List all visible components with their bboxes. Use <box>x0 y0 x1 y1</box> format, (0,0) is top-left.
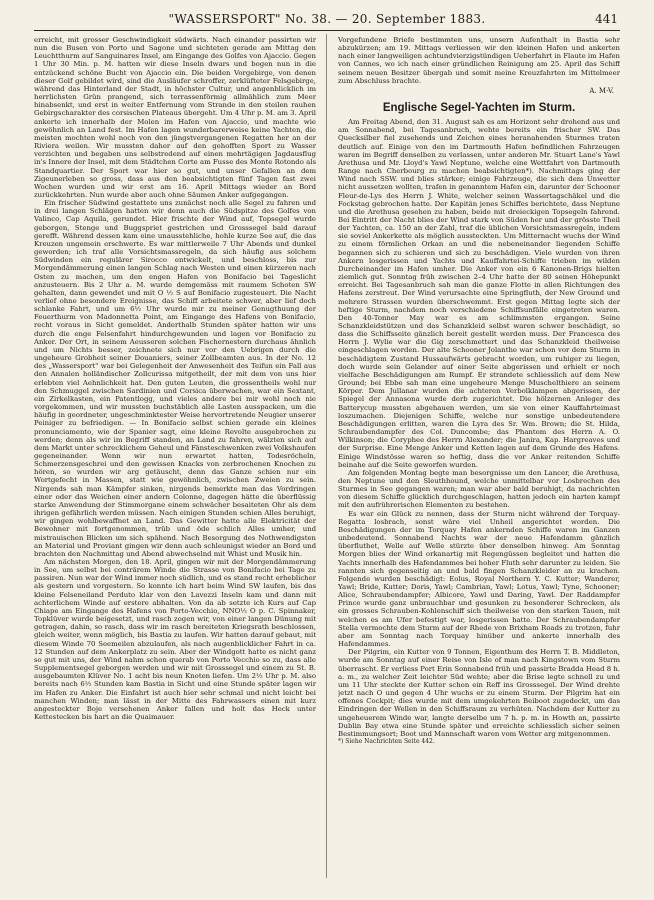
page-number: 441 <box>595 12 618 26</box>
column-divider <box>326 34 327 878</box>
paragraph: Es war ein Glück zu nennen, dass der Sturm nicht während der Torquay-Regatta losbrach, sonst wäre viel Unheil angerichtet worden. Die Beschädigungen der im Torquay Hafen ankernden Schiffe waren im Ganzen unbedeutend. Sonnabend Nachts war der neue Hafendamm gänzlich überfluthet, Welle auf Welle stürzte über denselben hinweg. Am Sonntag Morgen blies der Wind orkanartig mit Regengüssen begleitet und hatten die Yachts innerhalb des Hafendammes bei hoher Fluth sehr darunter zu leiden. Sie rannten sich gegenseitig an und bald fingen Schanzkleider an zu krachen. Folgende wurden beschädigt: Eolus, Royal Northern Y. C. Kutter; Wanderer, Yawl; Bride, Kutter; Doris, Yawl; Cambrian, Yawl; Lotus, Yawl; Tyne, Schooner; Alice, Schraubendampfer; Albicore, Yawl und Daring, Yawl. Der Raddampfer Prince wurde ganz unbrauchbar und gesunken zu besonderer Schrecken, als ein grosses Schrauben-Kohlenschiff sich theilweise von den starken Tauen, mit welchen es am Ufer befestigt war, losgerissen hatte. Der Schraubendampfer Stella vermochte dem Sturm auf der Rhede von Brixham Roads zu trotzen, fuhr aber am Sonntag nach Torquay hinüber und ankerte innerhalb des Hafendammes. <box>338 509 620 649</box>
paragraph: erreicht, mit grosser Geschwindigkeit südwärts. Nach einander passirten wir nun die Busen von Porto und Sagone und sichteten gerade am Mittag den Leuchtthurm auf Sanguinares Insel, am Eingange des Golfes von Ajaccio. Gegen 1 Uhr 30 Min. p. M. hatten wir diese Inseln dwars und bogen nun in die entzückend schöne Bucht von Ajaccio ein. Die beiden Vorgebirge, von denen dieser Golf gebildet wird, sind die Ausläufer schroffer, zerklüfteter Felsgebirge, während das Hinterland der Stadt, in höchster Cultur, und angenblicklich im herrlichsten Grün prangend, sich terrassenförmig allmählich zum Meer hinabsenkt, und erst in weiter Entfernung vom Strande in den steilen rauhen Gebirgscharakter des corsischen Plateaus übergeht. Um 4 Uhr p. M. am 3. April ankerte ich innerhalb der Molen im Hafen von Ajaccio, und machte wie gewöhnlich an Land fest. Im Hafen lagen wunderbarerweise keine Yachten, die meisten mochten wohl noch von den jüngstvergangenen Regatten her an der Riviera weilen. Wir mussten daher auf den gehofften Sport zu Wasser verzichten und begaben uns selbstredend auf einen mehrtägigen Jagdausflug in's Innere der Insel, mit dem Städtchen Corte am Fusse des Monte Rotondo als Standquartier. Der Sport war hier so gut, und unser Gefallen an dem Zigeunerleben so gross, dass aus den beabsichtigten fünf Tagen fast zwei Wochen wurden und wir erst am 16. April Mittags wieder an Bord zurückkehrten. Nun wurde aber auch ohne Säumen Anker aufgegangen. <box>34 36 316 199</box>
running-head: "WASSERSPORT" No. 38. — 20. September 1883. <box>168 12 486 26</box>
paragraph: Am Freitag Abend, den 31. August sah es am Horizont sehr drohend aus und am Sonnabend, bei Tagesanbruch, wehte bereits ein frischer SW. Das Quecksilber fiel zusehends und Zeichen eines heranahenden Sturmes traten deutlich auf. Einige von den im Dartmouth Hafen befindlichen Fahrzeugen waren im Begriff denselben zu verlassen, unter anderen Mr. Stuart Lane's Yawl Arethusa und Mr. Lloyd's Yawl Neptune, welche eine Wettfahrt von Dartmouth Range nach Cherbourg zu machen beabsichtigten*). Nachmittags ging der Wind nach SSW. und blies stärker; einige Fahrzeuge, die sich dem Unwetter nicht aussetzen wollten, trafen in genanntem Hafen ein, darunter der Schooner Fleur-de-Lys des Herrn J. White, welcher seinen Wassertagschäkel und die Fockstag gebrochen hatte. Der Kapitän jenes Schiffes berichtete, dass Neptune und die Arethusa gesehen zu haben, beide mit dreieckigen Topsegeln fahrend. Bei Eintritt der Nacht blies der Wind stark von Süden her und der grösste Theil der Yachten, ca. 150 an der Zahl, traf die üblichen Vorsichtsmassregeln, indem sie soviel Ankerkette als möglich aussteckten. Um Mitternacht wuchs der Wind zu einem förmlichen Orkan an und die nebeneinander liegenden Schiffe begannen sich zu schieren und sich zu beschädigen. Viele wurden von ihren Ankern losgerissen und Yachts und Kauffahrtei-Schiffe trieben im wilden Durcheinander im Hafen umher. Die Anker von ein 6 Kanonen-Brigs hielten ziemlich gut. Sonntag früh zwischen 2–4 Uhr hatte der 80 seinen Höhepunkt erreicht. Bei Tagesanbruch sah man die ganze Flotte in allen Richtungen des Hafens zerstreut. Der Wind verursachte eine Springfluth, der New Ground und mehrere Strassen wurden überschwemmt. Erst gegen Mittag legte sich der heftige Sturm, nachdem noch verschiedene Schiffsunfälle eingetreten waren. Den 40-Tonner May war es am schlimmsten ergangen. Seine Schanzkleidstützen und das Schanzkleid selbst waren schwer beschädigt, so dass die Schiffsseite gänzlich bereit gestellt werden muss. Der Francesca des Herrn J. Wylie war die Gig zerschmettert und das Schanzkleid theilweise eingeschlagen worden. Der alte Schooner Jolanthe war schon vor dem Sturm in beschädigtem Zustand Hussaufwärts gebracht worden, um ruhiger zu liegen, doch wurde sein Gelander auf einer Seite abgerissen und erhielt er noch vielfache Beschädigungen am Rumpf. Er strandete schliesslich auf dem New Ground; bei Ebbe sah man eine ungeheure Menge Muschelthiere an seinem Körper. Dem Jullanar wurden die achteren Verbolklampen abgerissen, der Spiegel der Annasona wurde derb zugerichtet. Die hölzernen Anleger des Batterycup mussten abgehauen werden, um sie von einer Kauffahrteimast loszumachen. Diejenigen Schiffe, welche nur sonstige unbedeutendere Beschädigungen erlitten, waren die Lyra des Sr. Wm. Brown; die St. Hilda, Schraubendampfer des Col. Duncombe; das Phantom des Herrn A. O. Wilkinson; die Coryphee des Herrn Alexander; die Janira, Kap. Hargreaves und der Surprise. Eine Menge Anker und Ketten lagen auf dem Grunde des Hafens. Einige Windstösse waren so heftig, dass die vor Anker reitenden Schiffe beinahe auf die Seite geworfen wurden. <box>338 118 620 469</box>
paragraph: Ein frischer Südwind gestattete uns zunächst noch alle Segel zu fahren und in drei langen Schlägen hatten wir denn auch die Südspitze des Golfes von Valinco, Cap Aquila, gerundet. Hier frischte der Wind auf, Topsegel wurde geborgen, Stenge und Buggspriet gestrichen und Grosssegel bald darauf gerefft. Während dessen kam eine unausstehliche, hohle kurze See auf, die das Kreuzen ungemein erschwerte. Es war mittlerweile 7 Uhr Abends und dunkel geworden; ich traf alle Vorsichtsmassregeln, da sich häufig aus solchem Südwinden ein regulärer Sirocco entwickelt, und beschloss, bis zur Morgendämmerung einen langen Schlag nach Westen und einen kürzeren nach Osten zu machen, um den engen Hafen von Bonifacio bei Tageslicht anzusteuern. Bis 2 Uhr a. M. wurde demgemäss mit raumem Schoten SW gehalten, dann gewendet und mit O ½ S auf Bonifacio zugesteuert. Die Nacht verlief ohne besondere Ereignisse, das Schiff arbeitete schwer, aber lief doch schlanke Fahrt, und um 6½ Uhr wurde mir zu meiner Genugthuung der Feuerthurm von Madonnetta Point, am Eingange des Hafens von Bonifacio, recht voraus in Sicht gemeldet. Anderthalb Stunden später hatten wir uns durch die enge Felsenfahrt hindurchgewunden und lagen vor Bonifacio zu Anker. Der Ort, in seinem Aeusseren solchen Fischernestern durchaus ähnlich und um Nichts besser, zeichnete sich nur vor den Uebrigen durch die ungeheure Grobheit seiner Douaniers, seiner Zollbeamten aus. In der No. 12 des „Wassersport" war bei Gelegenheit der Anwesenheit des Teifun ein Fall aus den Annalen holländischer Zollcurissa mitgetheilt, der mit dem von uns hier erlebten viel Aehnlichkeit hat. Den guten Leuten, die grossentheils wohl nur den Schmuggel zwischen Sardinien und Corsica überwachen, war ein Sextant, ein Zirkelkasten, ein Patentlogg, und vieles andere bei mir wohl noch nie vorgekommen, und wir mussten buchstäblich alle Lasten ausspacken, um die häufig in geordneter, ungeschminktester Weise hervortretende Neugier unserer Peiniger zu befriedigen. — In Bonifacio selbst schien gerade ein kleines pronunciamento, wie der Spanier sagt, eine kleine Revolte ausgebrochen zu werden; denn als wir im Begriff standen, an Land zu fahren, wälzten sich auf dem Markt unter schrecklichem Geheul und Fänsteschwenken zwei Volkshaufen gegeneinander. Wenn wir nun erwartet hatten, Todesröcheln, Schmerzensgeschrei und den gewissen Knacks von zerbrochenen Knochen zu hören, so wurden wir arg getäuscht, denn das Ganze schien nur ein Wortgefecht in Massen, statt wie gewöhnlich, zwischen Zweien zu sein. Nirgends sah man Kämpfer sinken, nirgends bemerkte man das Vordringen einer oder das Weichen einer andern Colonne, dagegen hätte die überflüssig starke Anwendung der Stimmorgane einem schwächer besaiteten Ohr als dem ihrigen gefährlich werden müssen. Nach einigen Stunden schien Alles beruhigt, wir gingen wohlbewaffnet an Land. Das Gewitter hatte alle Elektricität der Bewohner mit fortgenommen, trüb und öde schlich Alles umher, und mistrauischen Blicken um sich spähend. Nach Besorgung des Nothwendigsten an Material und Proviant gingen wir denn auch schleunigst wieder an Bord und brachten den Nachmittag und Abend abwechselnd mit Whist und Musik hin. <box>34 199 316 558</box>
article-title: Englische Segel-Yachten im Sturm. <box>382 102 576 115</box>
left-column <box>34 36 316 876</box>
author-signature: A. M-V. <box>589 86 614 95</box>
footnote: *) Siehe Nachrichten Seite 442. <box>338 737 435 745</box>
right-column <box>338 36 620 876</box>
page-header <box>34 12 620 30</box>
paragraph: Am folgenden Montag begte man besorgnisse um den Lancer, die Arethusa, den Neptune und den Sleuthhound, welche unmittelbar vor Losbrechen des Sturmes in See gegangen waren; man war aber bald beruhigt, da nachrichten von diesem Schiffe glücklich durchgeschlagen, hatten jedoch ein harten kampf mit den aufrührerischen Elementen zu bestehen. <box>338 468 620 510</box>
paragraph: Der Pilgrim, ein Kutter von 9 Tonnen, Eigenthum des Herrn T. B. Middleton, wurde am Sonntag auf einer Reise von Isle of man nach Kingstown vom Sturm überrascht. Er verliess Port Erin Sonnabend früh und passirte Bradda Head 8 h. a. m., zu welcher Zeit leichter Süd wehte; aber die Brise legte schnell zu und um 11 Uhr steckte der Kutter schon ein Reff ins Grosssegel. Der Wind drehte jetzt nach O und gegen 4 Uhr wuchs er zu einem Sturm. Der Pilgrim hat ein offenes Cockpit; dies wurde mit dem umgekehrten Beiboot zugedeckt, um das Eindringen der Wellen in den Schiffsraum zu verhüten. Nachdem der Kutter zu ungeheuerem Winde war, langte derselbe um 7 h. p. m. in Howth an, passirte Dublin Bay etwa eine Stunde später und erreichte schliesslich sicher seinen Bestimmungsort; Boot und Mannschaft waren vom Wetter arg mitgenommen. <box>338 648 620 738</box>
header-rule <box>34 30 620 31</box>
paragraph: Am nächsten Morgen, den 18. April, gingen wir mit der Morgendämmerung in See, um selbst bei conträrem Winde die Strasse von Bonifacio bei Tage zu passiren. Nun war der Wind immer noch südlich, und es stand recht erheblicher als gestern und vorgestern. So konnte ich hart beim Wind SW laufen, bis das kleine Felseneiland Perduto klar von den Lavezzi Inseln kam und dann mit achterlichem Winde auf erstere abhalten. Von da ab setzte ich Kurs auf Cap Chiape am Eingange des Hafens von Porto-Vecchio, NNO½ O p. C. Spinnaker, Topklüver wurde beigesetzt, und rasch zogen wir, von einer langen Dünung mit getragen, dahin, so rasch, dass wir im rasch bereiteten Kriegsrath beschlossen, gleich weiter, wenn möglich, bis Bastia zu laufen. Wir hatten darauf gebaut, mit diesem Winde 70 Seemeilen abzulaufen, als nach augenblicklicher Fahrt in ca. 12 Stunden auf dem Ankerplatz zu sein. Aber der Windgott hatte es nicht ganz so gut mit uns, der Wind nahm schon querab von Porto Vecchio so zu, dass alle Supplementsegel geborgen werden und wir mit Grosssegel und einem zu St. B. ausgebaumten Klüver No. 1 acht bis neun Knoten liefen. Um 2½ Uhr p. M. also bereits nach 6½ Stunden kam Bastia in Sicht und eine Stunde später lagen wir im Hafen zu Anker. Die Einfahrt ist auch hier sehr schmal und nicht leicht bei manchen Winden; man lässt in der Mitte des Fahrwassers einen mit kurz angesteckter Boje versehenen Anker fallen und holt das Heck unter Kettestecken bis hart an die Quaimauer. <box>34 558 316 721</box>
intro-paragraph: Vorgefundene Briefe bestimmten uns, unsern Aufenthalt in Bastia sehr abzukürzen; am 19. Mittags verliessen wir den kleinen Hafen und ankerten nach einer langweiligen achtundvierzigstündigen Ueberfahrt in Flaute im Hafen von Cannes, wo ich nach einer gründlichen Reinigung am 25. April das Schiff seinem neuen Besitzer übergab und somit meine Kreuzfahrten im Mittelmeer zum Abschluss brachte. <box>338 36 620 85</box>
